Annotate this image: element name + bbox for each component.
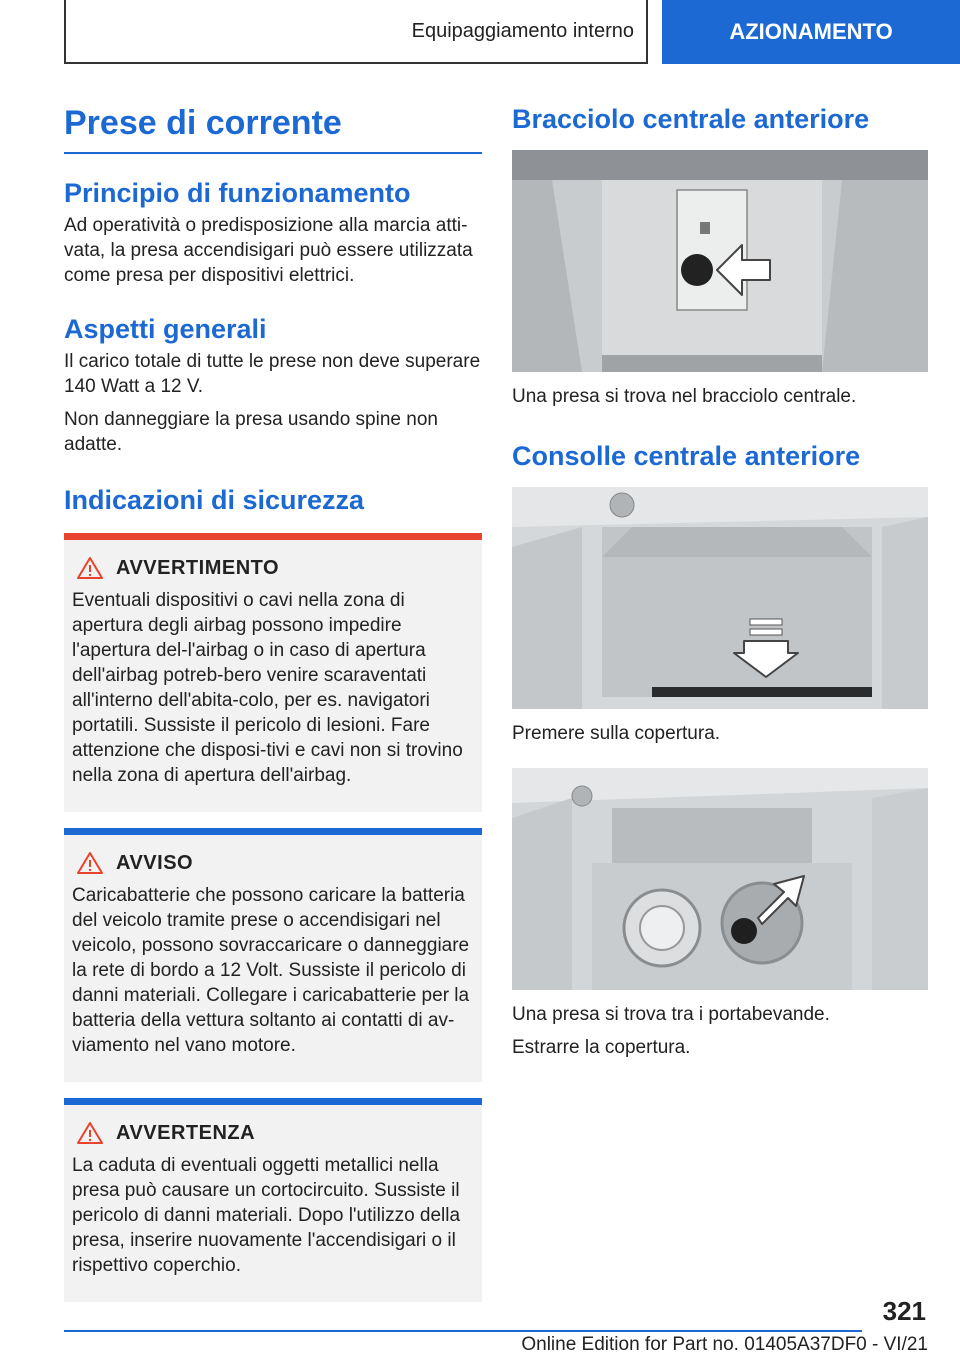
left-column xyxy=(64,100,482,1302)
caption-bracciolo: Una presa si trova nel bracciolo centrale. xyxy=(512,386,857,407)
notice-bar xyxy=(64,533,482,540)
heading-consolle: Consolle centrale anteriore xyxy=(512,441,861,471)
caption-consolle-1: Premere sulla copertura. xyxy=(512,723,721,744)
heading-aspetti: Aspetti generali xyxy=(64,314,267,344)
header-section-label: Equipaggiamento interno xyxy=(411,19,634,42)
header-chapter-label: AZIONAMENTO xyxy=(729,19,893,44)
footer-edition: Online Edition for Part no. 01405A37DF0 - VI/21 xyxy=(521,1334,928,1355)
right-column xyxy=(512,100,928,1060)
notice-title: AVVERTENZA xyxy=(116,1121,256,1144)
heading-bracciolo: Bracciolo centrale anteriore xyxy=(512,104,870,134)
caption-consolle-2: Una presa si trova tra i portabevande. xyxy=(512,1004,830,1025)
notice-bar xyxy=(64,1098,482,1105)
header-section-tab xyxy=(64,0,648,64)
header-chapter-tab[interactable] xyxy=(662,0,960,64)
warning-triangle-icon xyxy=(76,1121,104,1145)
warning-triangle-icon xyxy=(76,556,104,580)
notice-title: AVVISO xyxy=(116,851,194,874)
text-aspetti-1: Il carico totale di tutte le prese non deve superare 140 Watt a 12 V. xyxy=(64,351,481,397)
notice-text: Caricabatterie che possono caricare la batteria del veicolo tramite prese o accendisigari nel veicolo, possono sovraccaricare o danneggiare la rete di bordo a 12 Volt. Sussiste il pericolo di danni materiali. Collegare i caricabatterie per la batteria della vettura soltanto ai contatti di av-viamento nel vano motore. xyxy=(72,885,470,1056)
notice-avviso xyxy=(64,828,482,1082)
page-number: 321 xyxy=(882,1296,926,1326)
notice-text: La caduta di eventuali oggetti metallici nella presa può causare un cortocircuito. Sussiste il pericolo di danni materiali. Dopo l'utilizzo della presa, inserire nuovamente l'accendisigari o il rispettivo coperchio. xyxy=(72,1155,461,1276)
console-cover-image xyxy=(512,487,928,709)
notice-title: AVVERTIMENTO xyxy=(116,556,280,579)
armrest-socket-image xyxy=(512,150,928,372)
text-aspetti-2: Non danneggiare la presa usando spine non adatte. xyxy=(64,409,438,455)
warning-triangle-icon xyxy=(76,851,104,875)
page-title: Prese di corrente xyxy=(64,104,342,142)
heading-principio: Principio di funzionamento xyxy=(64,178,411,208)
caption-consolle-3: Estrarre la copertura. xyxy=(512,1037,691,1058)
notice-bar xyxy=(64,828,482,835)
notice-avvertimento xyxy=(64,533,482,812)
text-principio: Ad operatività o predisposizione alla marcia atti-vata, la presa accendisigari può essere utilizzata come presa per dispositivi elettrici. xyxy=(64,215,473,286)
cupholder-socket-image xyxy=(512,768,928,990)
footer-rule xyxy=(64,1330,862,1332)
heading-sicurezza: Indicazioni di sicurezza xyxy=(64,485,365,515)
notice-text: Eventuali dispositivi o cavi nella zona di apertura degli airbag possono impedire l'apertura del-l'airbag o in caso di apertura dell'airbag potreb-bero venire scaraventati all'interno dell'abita-colo, per es. navigatori portatili. Sussiste il pericolo di lesioni. Fare attenzione che disposi-tivi e cavi non si trovino nella zona di apertura dell'airbag. xyxy=(72,590,463,786)
notice-avvertenza xyxy=(64,1098,482,1302)
title-rule xyxy=(64,152,482,154)
